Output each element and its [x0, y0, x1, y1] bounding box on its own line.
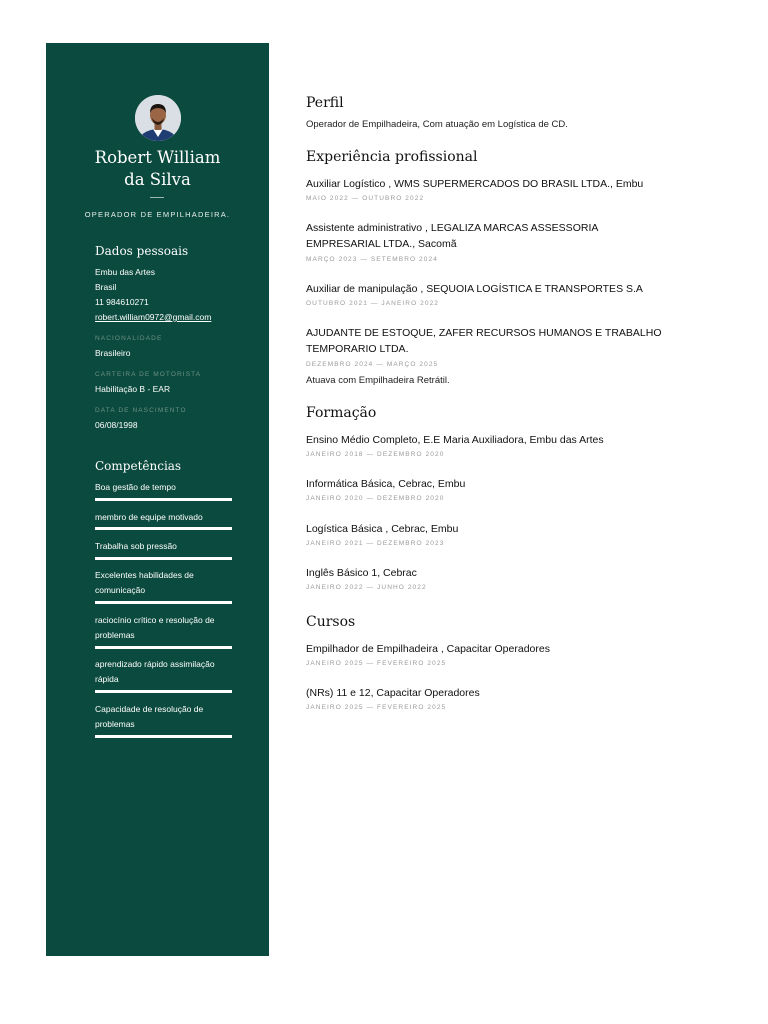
profile-heading: Perfil	[306, 95, 344, 111]
skills-heading: Competências	[95, 459, 182, 473]
experience-title: Auxiliar Logístico , WMS SUPERMERCADOS DO BRASIL LTDA., Embu	[306, 178, 644, 190]
nationality-value: Brasileiro	[95, 348, 131, 358]
experience-dates: OUTUBRO 2021 — JANEIRO 2022	[306, 300, 440, 307]
job-title: OPERADOR DE EMPILHADEIRA.	[84, 210, 231, 219]
education-dates: JANEIRO 2022 — JUNHO 2022	[306, 584, 427, 591]
skill-item: membro de equipe motivado	[95, 512, 203, 522]
avatar-illustration	[135, 95, 181, 141]
experience-title: Auxiliar de manipulação , SEQUOIA LOGÍSTICA E TRANSPORTES S.A	[306, 283, 643, 295]
skill-item: raciocínio crítico e resolução de problemas	[95, 615, 215, 640]
education-heading: Formação	[306, 405, 377, 421]
course-title: (NRs) 11 e 12, Capacitar Operadores	[306, 687, 480, 699]
skill-bar	[95, 690, 232, 693]
name-line-2: da Silva	[124, 170, 191, 189]
sidebar	[46, 43, 269, 956]
birth-label: DATA DE NASCIMENTO	[95, 407, 187, 414]
experience-title: Assistente administrativo , LEGALIZA MARCAS ASSESSORIA EMPRESARIAL LTDA., Sacomã	[306, 222, 598, 250]
city: Embu das Artes	[95, 267, 156, 277]
country: Brasil	[95, 282, 117, 292]
course-title: Empilhador de Empilhadeira , Capacitar Operadores	[306, 643, 550, 655]
course-dates: JANEIRO 2025 — FEVEREIRO 2025	[306, 704, 447, 711]
education-title: Ensino Médio Completo, E.E Maria Auxiliadora, Embu das Artes	[306, 434, 604, 446]
skill-item: Trabalha sob pressão	[95, 541, 177, 551]
birth-value: 06/08/1998	[95, 420, 138, 430]
experience-title: AJUDANTE DE ESTOQUE, ZAFER RECURSOS HUMANOS E TRABALHO TEMPORARIO LTDA.	[306, 327, 662, 355]
nationality-label: NACIONALIDADE	[95, 335, 163, 342]
name-line-1: Robert William	[94, 148, 221, 167]
skill-bar	[95, 527, 232, 530]
skill-item: Capacidade de resolução de problemas	[95, 704, 204, 729]
education-dates: JANEIRO 2018 — DEZEMBRO 2020	[306, 451, 445, 458]
experience-description: Atuava com Empilhadeira Retrátil.	[306, 375, 450, 386]
experience-heading: Experiência profissional	[306, 149, 478, 165]
email-link[interactable]: robert.william0972@gmail.com	[95, 312, 212, 322]
profile-summary: Operador de Empilhadeira, Com atuação em Logística de CD.	[306, 119, 568, 130]
skill-bar	[95, 735, 232, 738]
education-dates: JANEIRO 2021 — DEZEMBRO 2023	[306, 540, 445, 547]
profile-photo	[135, 95, 181, 141]
license-value: Habilitação B - EAR	[95, 384, 171, 394]
personal-data-heading: Dados pessoais	[95, 244, 189, 258]
license-label: CARTEIRA DE MOTORISTA	[95, 371, 202, 378]
experience-dates: MARÇO 2023 — SETEMBRO 2024	[306, 256, 438, 263]
skill-bar	[95, 601, 232, 604]
education-title: Logística Básica , Cebrac, Embu	[306, 523, 459, 535]
phone: 11 984610271	[95, 297, 149, 307]
candidate-name	[46, 147, 269, 191]
name-divider	[150, 197, 164, 198]
skill-item: Boa gestão de tempo	[95, 482, 176, 492]
skill-bar	[95, 498, 232, 501]
skill-item: Excelentes habilidades de comunicação	[95, 570, 194, 595]
experience-dates: MAIO 2022 — OUTUBRO 2022	[306, 195, 425, 202]
skill-bar	[95, 557, 232, 560]
experience-dates: DEZEMBRO 2024 — MARÇO 2025	[306, 361, 439, 368]
courses-heading: Cursos	[306, 614, 356, 630]
skill-item: aprendizado rápido assimilação rápida	[95, 659, 215, 684]
education-title: Informática Básica, Cebrac, Embu	[306, 478, 466, 490]
skill-bar	[95, 646, 232, 649]
education-title: Inglês Básico 1, Cebrac	[306, 567, 417, 579]
education-dates: JANEIRO 2020 — DEZEMBRO 2020	[306, 495, 445, 502]
course-dates: JANEIRO 2025 — FEVEREIRO 2025	[306, 660, 447, 667]
